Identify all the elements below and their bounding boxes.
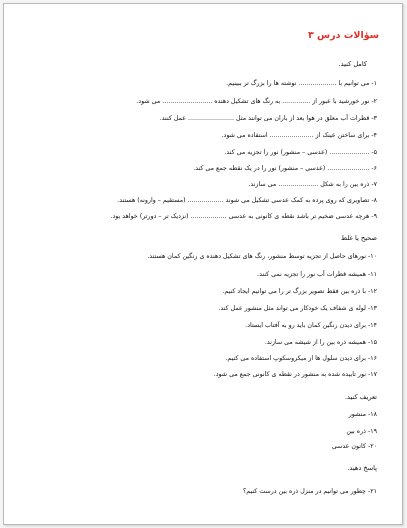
section-answer-heading: پاسخ دهید.	[347, 464, 377, 472]
question-21: ۲۱- چطور می توانیم در منزل ذره بین درست کنیم؟	[242, 488, 377, 495]
question-16: ۱۶- برای دیدن سلول ها از میکروسکوپ استفاده می کنیم.	[225, 355, 377, 362]
question-6: ۶- ..................... (عدسی – منشور) نور را در یک نقطه جمع می کند.	[193, 165, 377, 172]
question-5: ۵- .................... (عدسی – منشور) نور را تجزیه می کند.	[224, 149, 377, 156]
question-1: ۱- می توانیم با ................... نوشته ها را بزرگ تر ببینیم.	[226, 80, 377, 87]
question-4: ۴- برای ساختن عینک از ...................... استفاده می شود.	[221, 132, 377, 139]
question-8: ۸- تصاویری که روی پرده به کمک عدسی تشکیل می شوند .................. (مستقیم – وارونه) هستند.	[117, 197, 377, 204]
question-10: ۱۰- نورهای حاصل از تجزیه توسط منشور، رنگ های تشکیل دهنده ی رنگین کمان هستند.	[147, 253, 377, 260]
question-11: ۱۱- همیشه قطرات آب نور را تجزیه نمی کنند.	[257, 271, 377, 278]
question-3: ۳- قطرات آب معلق در هوا بعد از باران می توانند مثل ....................... عمل کنند.	[159, 115, 377, 122]
section-true-false-heading: صحیح یا غلط	[340, 234, 377, 242]
question-9: ۹- هرچه عدسی ضخیم تر باشد نقطه ی کانونی به عدسی .................. (نزدیک تر – دورتر) خواهد بود.	[110, 213, 377, 220]
page-title: سؤالات درس ۳	[307, 30, 379, 41]
question-14: ۱۴- برای دیدن رنگین کمان باید رو به آفتاب ایستاد.	[245, 322, 377, 329]
question-13: ۱۳- لوله ی شفاف یک خودکار می تواند مثل منشور عمل کند.	[218, 305, 377, 312]
question-20: ۲۰- کانون عدسی	[331, 443, 377, 450]
question-12: ۱۲- با ذره بین فقط تصویر بزرگ تر را می توانیم ایجاد کنیم.	[222, 288, 377, 295]
worksheet-page	[3, 3, 403, 525]
question-7: ۷- ذره بین را به شکل .................... می سازند.	[248, 181, 377, 188]
question-17: ۱۷- نور تابیده شده به منشور در نقطه ی کانونی جمع می شود.	[213, 371, 377, 378]
question-15: ۱۵- همیشه ذره بین را از شیشه می سازند.	[264, 339, 377, 346]
question-19: ۱۹- ذره بین	[346, 428, 377, 435]
section-define-heading: تعریف کنید.	[344, 393, 377, 401]
question-2: ۲- نور خورشید با عبور از .............. به رنگ های تشکیل دهنده ......................... می شود.	[136, 98, 377, 105]
section-fill-in-heading: کامل کنید.	[338, 60, 367, 68]
question-18: ۱۸- منشور	[348, 411, 377, 418]
